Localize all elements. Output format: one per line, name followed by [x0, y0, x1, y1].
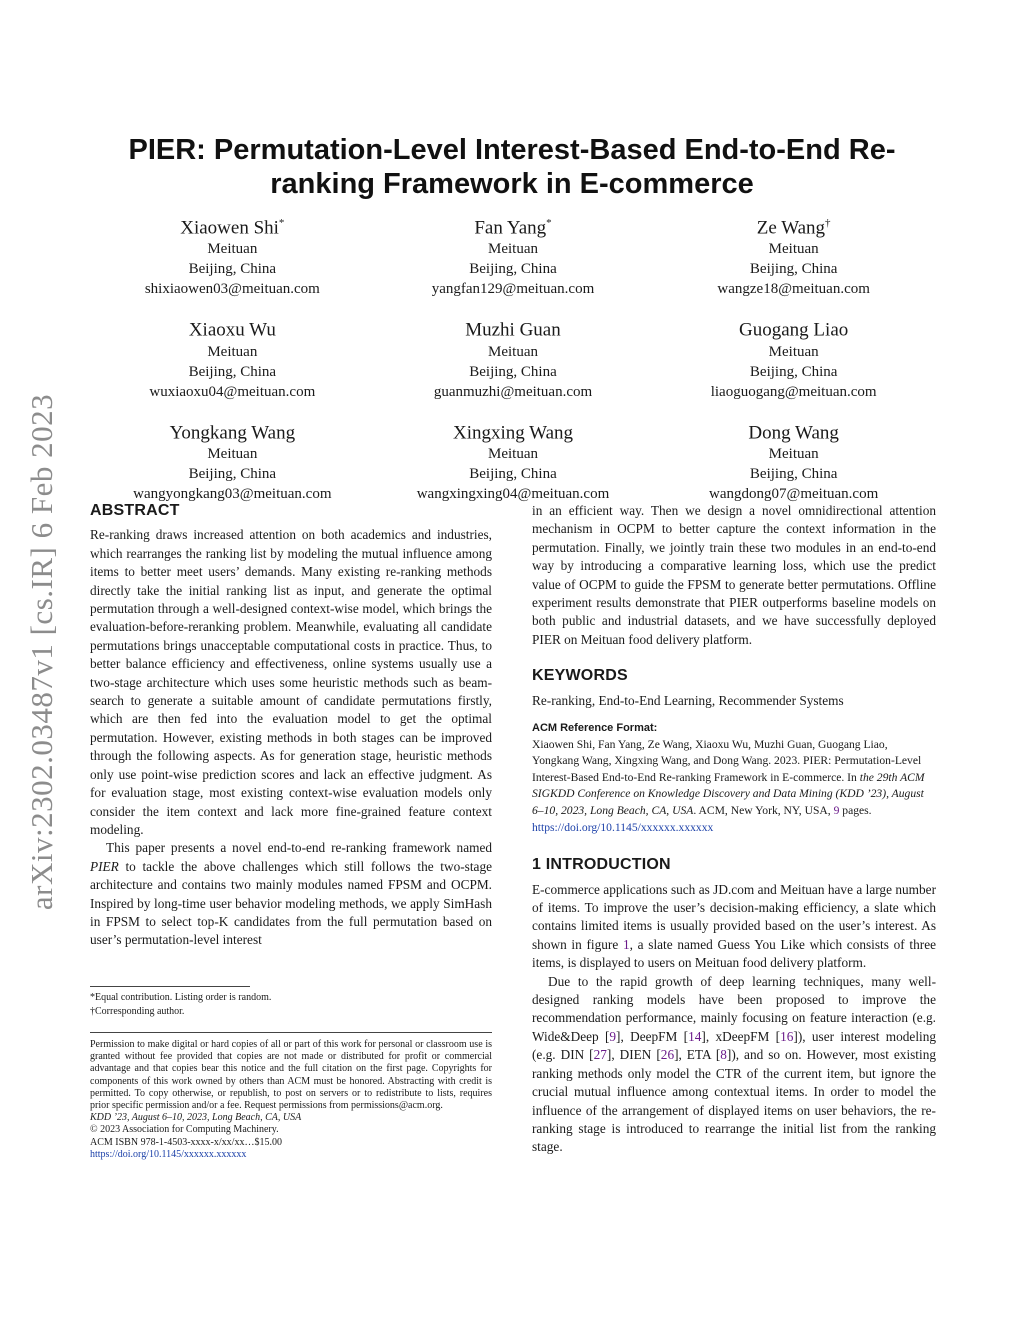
venue-line: KDD ’23, August 6–10, 2023, Long Beach, CA, USA: [90, 1112, 302, 1124]
author-email[interactable]: liaoguogang@meituan.com: [710, 383, 877, 400]
citation-link[interactable]: 27: [593, 1047, 607, 1063]
author-name: Xiaoxu Wu: [188, 319, 276, 341]
author-affiliation: Meituan: [487, 445, 538, 462]
author-name: Yongkang Wang: [169, 421, 296, 443]
author-affiliation: Meituan: [487, 343, 538, 360]
author-card: [373, 212, 654, 299]
citation-link[interactable]: 26: [660, 1047, 675, 1063]
permission-rule: [90, 1032, 492, 1033]
author-card: [653, 212, 934, 299]
citation-link[interactable]: 9: [609, 1028, 617, 1044]
author-location: Beijing, China: [188, 465, 277, 482]
author-email[interactable]: wangyongkang03@meituan.com: [133, 485, 332, 502]
author-mark: *: [546, 217, 552, 229]
author-affiliation: Meituan: [207, 343, 258, 360]
right-column: [532, 502, 936, 1157]
page-count-link[interactable]: 9: [833, 804, 840, 818]
left-column: [90, 502, 492, 950]
author-location: Beijing, China: [469, 261, 557, 278]
author-mark: †: [825, 217, 831, 229]
author-location: Beijing, China: [188, 363, 277, 380]
author-location: Beijing, China: [188, 261, 277, 278]
author-affiliation: Meituan: [207, 445, 258, 462]
author-card: [92, 212, 373, 299]
citation-link[interactable]: 16: [780, 1028, 794, 1044]
footnote-rule: [90, 986, 250, 987]
author-location: Beijing, China: [749, 363, 838, 380]
keywords-text: Re-ranking, End-to-End Learning, Recommender Systems: [532, 692, 844, 708]
author-block: [92, 212, 934, 504]
acm-reference: [532, 720, 936, 836]
paper-title: PIER: Permutation-Level Interest-Based End-to-End Re-ranking Framework in E-commerce: [128, 134, 896, 200]
introduction-heading: 1 INTRODUCTION: [532, 856, 671, 874]
author-email[interactable]: yangfan129@meituan.com: [431, 281, 595, 298]
author-location: Beijing, China: [749, 261, 838, 278]
author-name: Xiaowen Shi*: [180, 217, 285, 239]
permission-text: Permission to make digital or hard copies of all or part of this work for personal or classroom use is granted without fee provided that copies are not made or distributed for profit or commercial advantage and that copies bear this notice and the full citation on the first page. Copyrights for components of this work owned by others than ACM must be honored. Abstracting with credit is permitted. To copy otherwise, or republish, to post on servers or to redistribute to lists, requires prior specific permission and/or a fee. Request permissions from permissions@acm.org.: [90, 1039, 492, 1112]
footnote-corresponding: †Corresponding author.: [90, 1006, 185, 1017]
abstract-paragraph-1: Re-ranking draws increased attention on both academics and industries, which rearranges the ranking list by modeling the mutual influence among items to better meet users’ demands. Many existing re-ranking methods directly take the initial ranking list as input, and generate the optimal permutation through a well-designed context-wise model, which brings the evaluation-before-reranking problem. Meanwhile, evaluating all candidate permutations brings unacceptable computational costs in practice. Thus, to better balance efficiency and effectiveness, online systems usually use a two-stage architecture which uses some heuristic methods such as beam-search to generate a suitable amount of candidate permutations firstly, which are then fed into the evaluation model to get the optimal permutation. However, existing methods in both stages can be improved through the following aspects. As for generation stage, heuristic methods only use point-wise prediction scores and lack an effective judgment. As for evaluation stage, most existing context-wise evaluation models only consider the item context and lack more fine-grained feature context modeling.: [90, 527, 492, 837]
author-name: Fan Yang*: [474, 217, 552, 239]
figure-1-link[interactable]: 1: [622, 936, 630, 952]
author-name: Muzhi Guan: [465, 319, 561, 341]
author-name: Dong Wang: [748, 421, 839, 443]
author-email[interactable]: wuxiaoxu04@meituan.com: [149, 383, 316, 400]
intro-paragraph-1: E-commerce applications such as JD.com and Meituan have a large number of items. To improve the user’s decision-making efficiency, a slate which contains limited items is usually provided based on the user’s interest. As shown in figure 1, a slate named Guess You Like which consists of three items, is displayed to users on Meituan food delivery platform.: [532, 881, 936, 971]
author-name: Xingxing Wang: [452, 421, 573, 443]
author-affiliation: Meituan: [207, 241, 258, 258]
copyright-line: © 2023 Association for Computing Machinery.: [90, 1124, 279, 1136]
permission-doi-link[interactable]: https://doi.org/10.1145/xxxxxx.xxxxxx: [90, 1148, 247, 1160]
abstract-continuation: in an efficient way. Then we design a novel omnidirectional attention mechanism in OCPM to better capture the context information in the permutation. Finally, we jointly train these two modules in an end-to-end way by introducing a comparative learning loss, which use the predict value of OCPM to guide the FPSM to generate better permutations. Offline experiment results demonstrate that PIER outperforms baseline models on both public and industrial datasets, and we have successfully deployed PIER on Meituan food delivery platform.: [532, 503, 936, 647]
author-card: [373, 314, 654, 401]
author-affiliation: Meituan: [768, 241, 819, 258]
author-name: Guogang Liao: [739, 319, 849, 341]
intro-paragraph-2: Due to the rapid growth of deep learning techniques, many well-designed ranking models have been proposed to improve the recommendation performance, mainly focusing on feature interaction (e.g. Wide&Deep [9], DeepFM [14], xDeepFM [16]), user interest modeling (e.g. DIN [27], DIEN [26], ETA [8]), and so on. However, most existing ranking methods only model the CTR of the current item, but ignore the crucial mutual influence among contextual items. In order to model the influence of the arrangement of displayed items on user behaviors, the re-ranking stage is introduced to rearrange the initial list from the ranking stage.: [532, 973, 937, 1155]
author-card: [92, 314, 373, 401]
acm-reference-doi-link[interactable]: https://doi.org/10.1145/xxxxxx.xxxxxx: [532, 820, 714, 834]
isbn-line: ACM ISBN 978-1-4503-xxxx-x/xx/xx…$15.00: [90, 1136, 282, 1148]
keywords-heading: KEYWORDS: [532, 667, 628, 685]
author-mark: *: [278, 217, 285, 229]
footnote-equal-contribution: *Equal contribution. Listing order is random.: [90, 992, 272, 1003]
author-email[interactable]: guanmuzhi@meituan.com: [433, 383, 593, 400]
acm-reference-label: ACM Reference Format:: [532, 722, 658, 735]
author-email[interactable]: wangxingxing04@meituan.com: [416, 485, 610, 502]
citation-link[interactable]: 14: [688, 1028, 702, 1044]
author-email[interactable]: wangze18@meituan.com: [717, 281, 870, 298]
citation-link[interactable]: 8: [720, 1047, 727, 1063]
permission-block: [90, 1032, 492, 1161]
author-location: Beijing, China: [749, 465, 838, 482]
author-card: [653, 417, 934, 504]
author-affiliation: Meituan: [768, 343, 819, 360]
author-card: [373, 417, 654, 504]
footnotes: [90, 986, 492, 1019]
author-email[interactable]: wangdong07@meituan.com: [709, 485, 879, 502]
arxiv-side-label: arXiv:2302.03487v1 [cs.IR] 6 Feb 2023: [24, 393, 59, 911]
author-email[interactable]: shixiaowen03@meituan.com: [144, 281, 320, 298]
author-affiliation: Meituan: [768, 445, 819, 462]
author-location: Beijing, China: [469, 363, 557, 380]
abstract-paragraph-2: This paper presents a novel end-to-end re-ranking framework named PIER to tackle the above challenges which still follows the two-stage architecture and contains two mainly modules named FPSM and OCPM. Inspired by long-time user behavior modeling methods, we apply SimHash in FPSM to select top-K candidates from the full permutation based on user’s permutation-level interest: [90, 840, 492, 948]
author-card: [653, 314, 934, 401]
author-affiliation: Meituan: [487, 241, 538, 258]
acm-reference-text: Xiaowen Shi, Fan Yang, Ze Wang, Xiaoxu Wu, Muzhi Guan, Guogang Liao, Yongkang Wang, Xingxing Wang, and Dong Wang. 2023. PIER: Permutation-Level Interest-Based End-to-End Re-ranking Framework in E-commerce. In the 29th ACM SIGKDD Conference on Knowledge Discovery and Data Mining (KDD ’23), August 6–10, 2023, Long Beach, CA, USA. ACM, New York, NY, USA, 9 pages. https://doi.org/10.1145/xxxxxx.xxxxxx: [532, 737, 925, 834]
abstract-heading: ABSTRACT: [90, 502, 180, 519]
author-location: Beijing, China: [469, 465, 557, 482]
author-card: [92, 417, 373, 504]
author-name: Ze Wang†: [756, 217, 831, 239]
